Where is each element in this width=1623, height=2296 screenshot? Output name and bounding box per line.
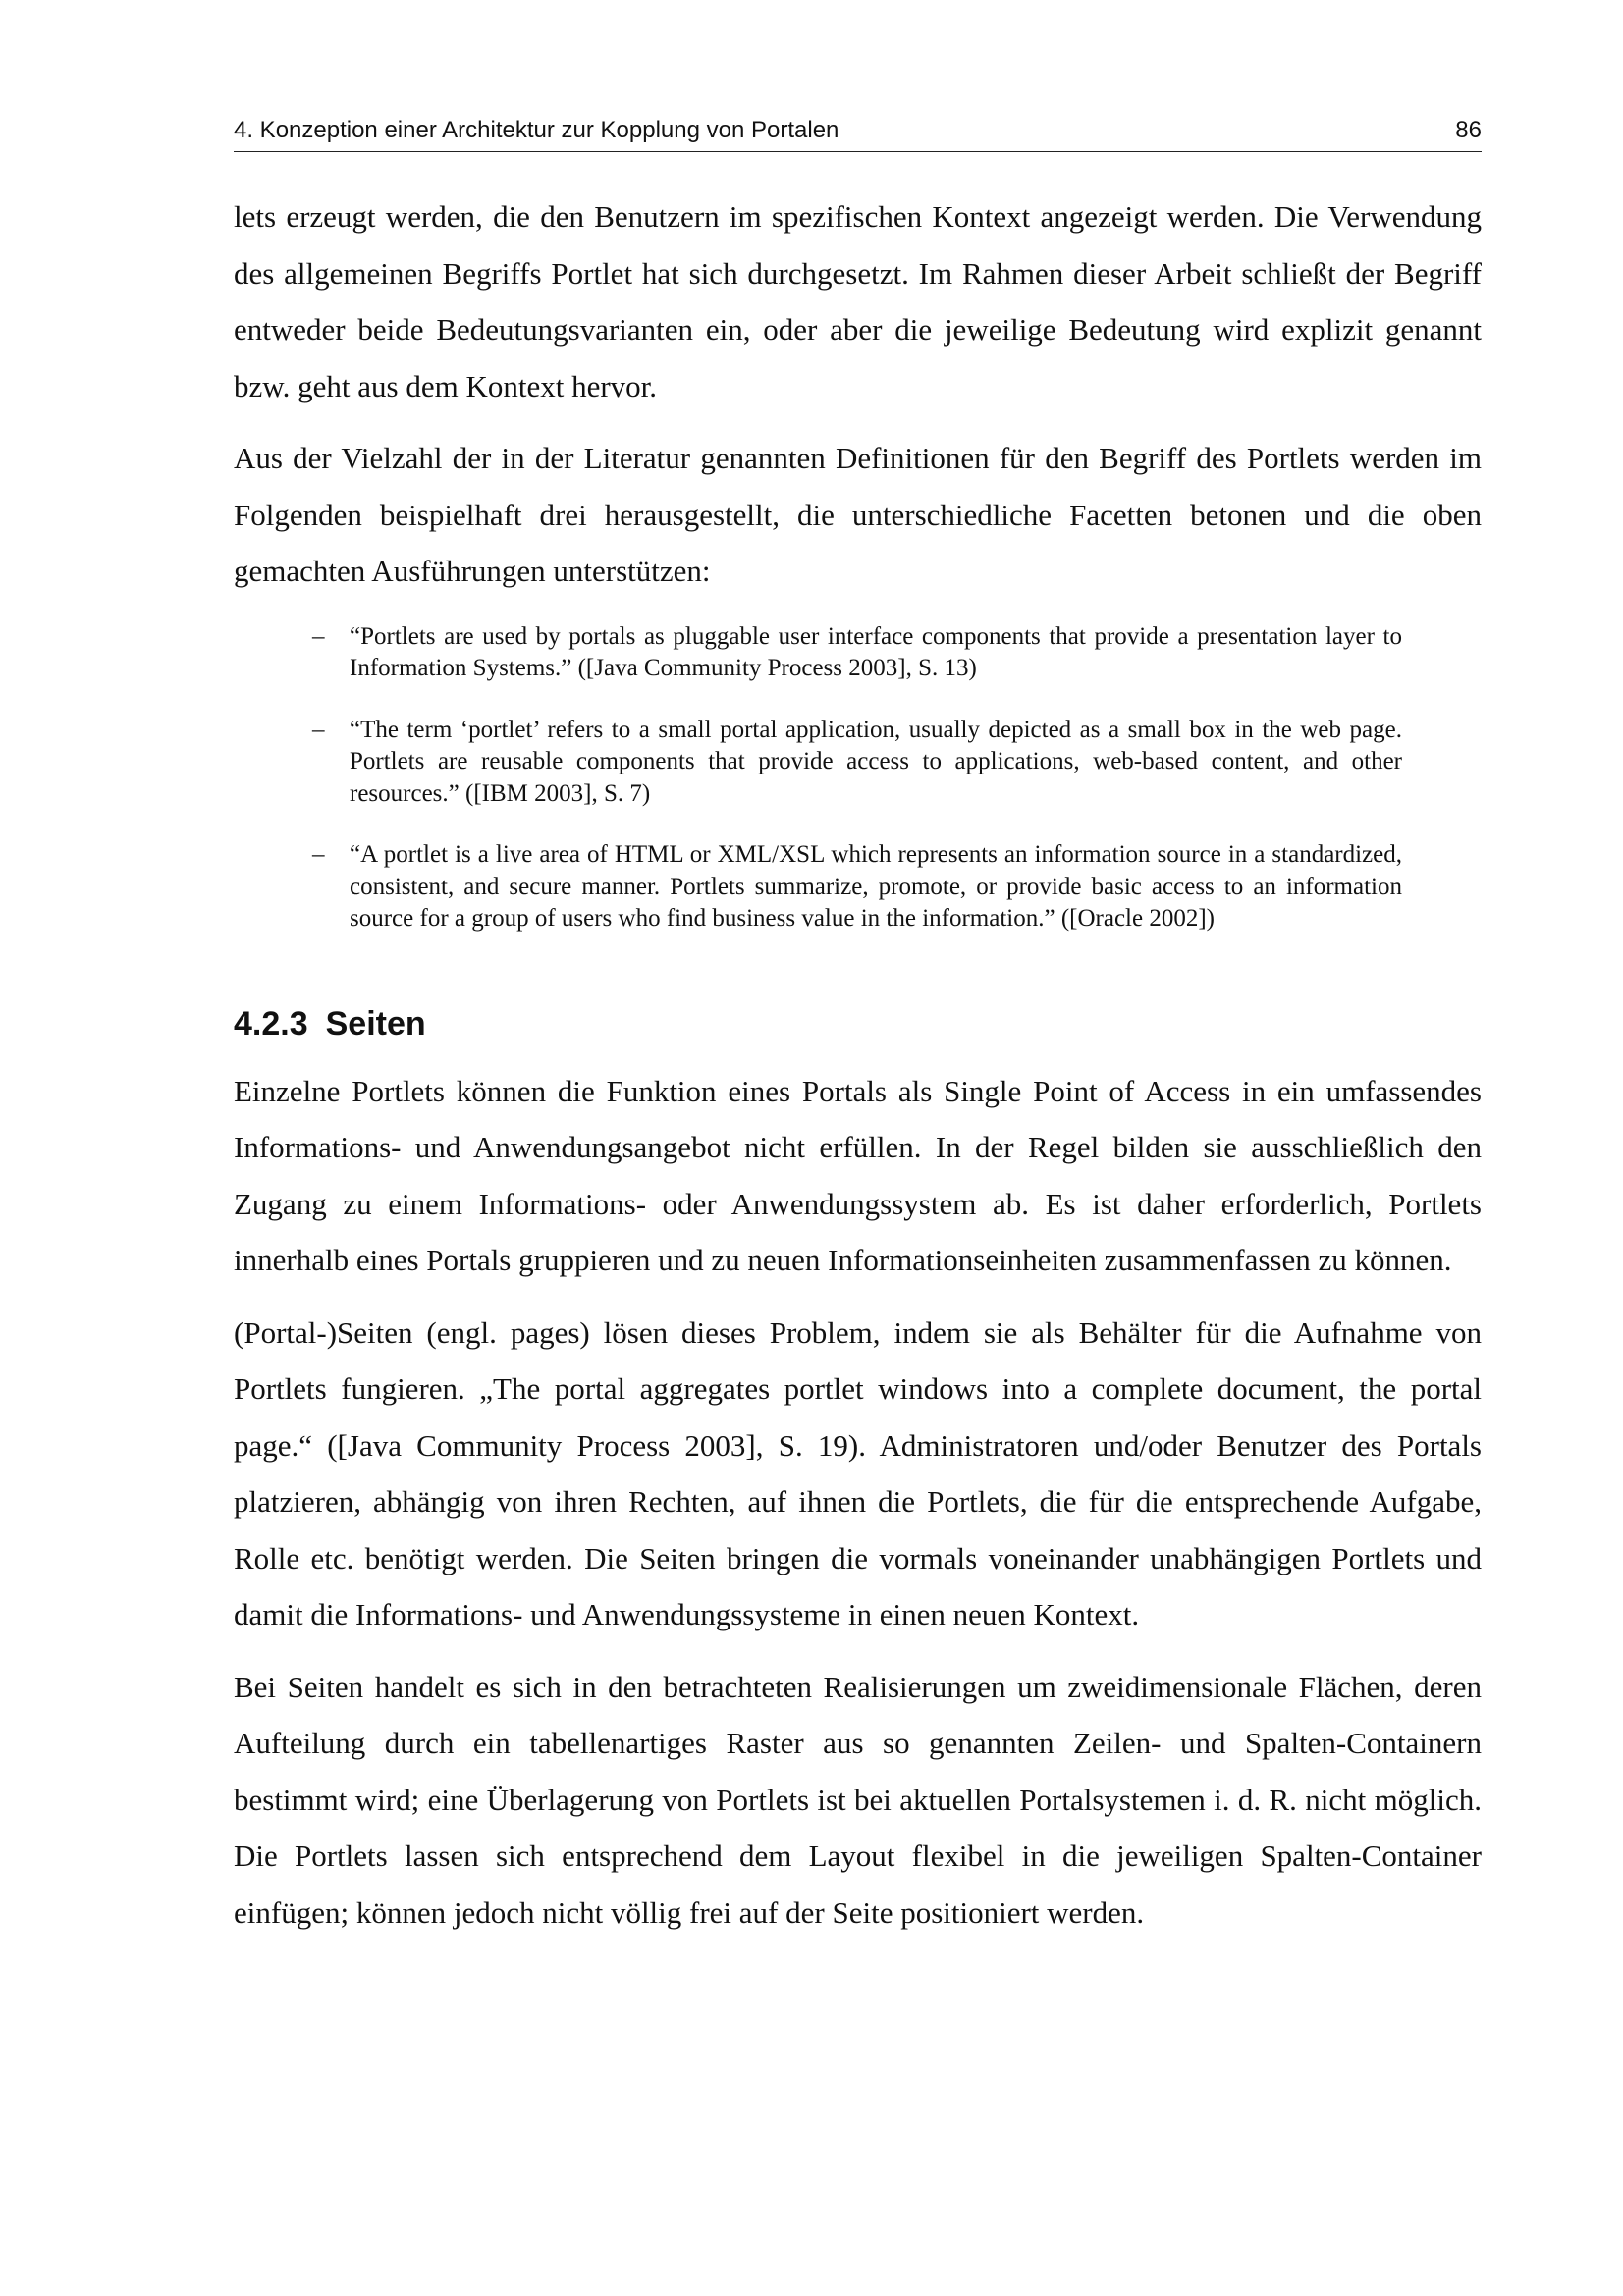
page-number: 86 <box>1455 117 1482 143</box>
section-number: 4.2.3 <box>234 1004 308 1042</box>
quote-java-community-process: “Portlets are used by portals as pluggable user interface components that provide a presentation layer to Information Systems.” ([Java Community Process 2003], S. 13) <box>350 622 1402 681</box>
quote-item <box>234 839 1482 935</box>
dash-bullet: – <box>312 622 325 650</box>
page-body <box>234 188 1482 1956</box>
quote-item <box>234 621 1482 685</box>
dash-bullet: – <box>312 716 325 743</box>
dash-bullet: – <box>312 841 325 868</box>
quote-item <box>234 715 1482 811</box>
paragraph-portlet-usage: lets erzeugt werden, die den Benutzern im spezifischen Kontext angezeigt werden. Die Verwendung des allgemeinen Begriffs Portlet hat sich durchgesetzt. Im Rahmen dieser Arbeit schließt der Begriff entweder beide Bedeutungsvarianten ein, oder aber die jeweilige Bedeutung wird explizit genannt bzw. geht aus dem Kontext hervor. <box>234 199 1482 403</box>
paragraph-page-layout: Bei Seiten handelt es sich in den betrachteten Realisierungen um zweidimensionale Flächen, deren Aufteilung durch ein tabellenartiges Raster aus so genannten Zeilen- und Spalten-Containern bestimmt wird; eine Überlagerung von Portlets ist bei aktuellen Portalsystemen i. d. R. nicht möglich. Die Portlets lassen sich entsprechend dem Layout flexibel in die jeweiligen Spalten-Container einfügen; können jedoch nicht völlig frei auf der Seite positioniert werden. <box>234 1669 1482 1930</box>
paragraph-definitions-intro: Aus der Vielzahl der in der Literatur genannten Definitionen für den Begriff des Portlets werden im Folgenden beispielhaft drei herausgestellt, die unterschiedliche Facetten betonen und die oben gemachten Ausführungen unterstützen: <box>234 441 1482 588</box>
definition-quote-list <box>234 621 1482 935</box>
quote-ibm: “The term ‘portlet’ refers to a small portal application, usually depicted as a small box in the web page. Portlets are reusable components that provide access to applications, web-based content, and other resources.” ([IBM 2003], S. 7) <box>350 716 1402 807</box>
chapter-title: 4. Konzeption einer Architektur zur Kopplung von Portalen <box>234 117 839 143</box>
paragraph-portal-pages: (Portal-)Seiten (engl. pages) lösen dieses Problem, indem sie als Behälter für die Aufnahme von Portlets fungieren. „The portal aggregates portlet windows into a complete document, the portal page.“ ([Java Community Process 2003], S. 19). Administratoren und/oder Benutzer des Portals platzieren, abhängig von ihren Rechten, auf ihnen die Portlets, die für die entsprechende Aufgabe, Rolle etc. benötigt werden. Die Seiten bringen die vormals voneinander unabhängigen Portlets und damit die Informations- und Anwendungssysteme in einen neuen Kontext. <box>234 1314 1482 1631</box>
paragraph-single-portlets: Einzelne Portlets können die Funktion eines Portals als Single Point of Access in ein umfassendes Informations- und Anwendungsangebot nicht erfüllen. In der Regel bilden sie ausschließlich den Zugang zu einem Informations- oder Anwendungssystem ab. Es ist daher erforderlich, Portlets innerhalb eines Portals gruppieren und zu neuen Informationseinheiten zusammenfassen zu können. <box>234 1073 1482 1277</box>
section-title: Seiten <box>325 1004 426 1042</box>
quote-oracle: “A portlet is a live area of HTML or XML/XSL which represents an information source in a standardized, consistent, and secure manner. Portlets summarize, promote, or provide basic access to an information source for a group of users who find business value in the information.” ([Oracle 2002]) <box>350 841 1402 932</box>
section-heading <box>234 994 1482 1053</box>
running-header <box>234 112 1482 152</box>
